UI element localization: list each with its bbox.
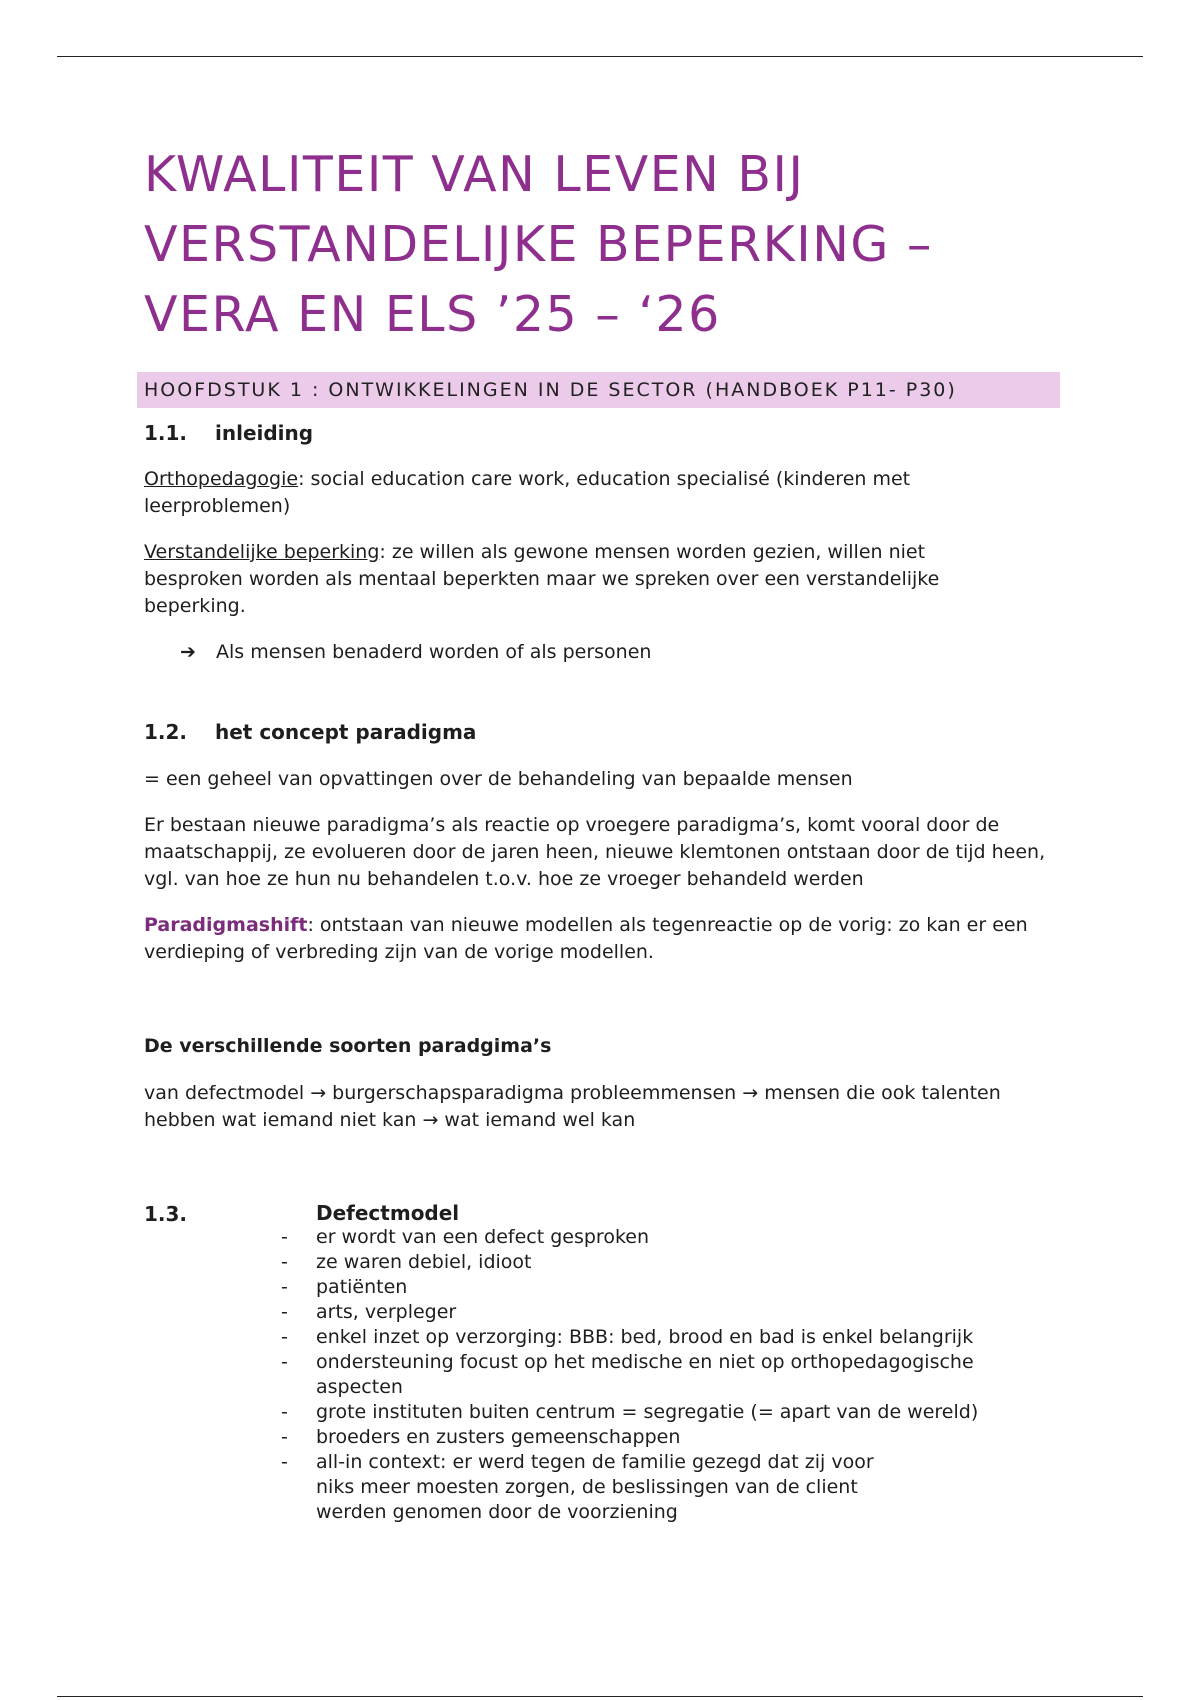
- document-title: [144, 140, 1064, 350]
- section-title: het concept paradigma: [215, 720, 477, 744]
- list-item: - enkel inzet op verzorging: BBB: bed, brood en bad is enkel belangrijk: [281, 1326, 974, 1348]
- section-heading-1-2: [144, 719, 1064, 745]
- paradigma-types-text: van defectmodel → burgerschapsparadigma probleemmensen → mensen die ook talenten hebben wat iemand niet kan → wat iemand wel kan: [144, 1082, 1001, 1131]
- section-number: 1.3.: [144, 1202, 188, 1226]
- title-line-1: KWALITEIT VAN LEVEN BIJ: [144, 146, 805, 203]
- chapter-heading: HOOFDSTUK 1 : ONTWIKKELINGEN IN DE SECTOR (HANDBOEK P11- P30): [137, 372, 1060, 408]
- list-item: - grote instituten buiten centrum = segregatie (= apart van de wereld): [281, 1401, 979, 1423]
- title-line-3: VERA EN ELS ’25 – ‘26: [144, 286, 721, 343]
- list-item: - er wordt van een defect gesproken: [281, 1226, 650, 1248]
- section-heading-1-1: [144, 420, 1064, 446]
- arrow-right-icon: ➔: [180, 641, 196, 663]
- list-item: - broeders en zusters gemeenschappen: [281, 1426, 681, 1448]
- section-number: 1.1.: [144, 421, 188, 445]
- verstandelijke-beperking-text: : ze willen als gewone mensen worden gezien, willen niet besproken worden als mentaal beperkten maar we spreken over een verstandelijke beperking.: [144, 541, 940, 617]
- list-item: - all-in context: er werd tegen de familie gezegd dat zij voor niks meer moesten zorgen, de beslissingen van de client werden genomen door de voorziening: [281, 1451, 874, 1523]
- list-item: - ze waren debiel, idioot: [281, 1251, 532, 1273]
- document-body: [144, 140, 1064, 1525]
- title-line-2: VERSTANDELIJKE BEPERKING –: [144, 216, 933, 273]
- term-paradigmashift: Paradigmashift: [144, 914, 308, 936]
- list-item: - arts, verpleger: [281, 1301, 457, 1323]
- term-orthopedagogie: Orthopedagogie: [144, 468, 299, 490]
- orthopedagogie-text: : social education care work, education specialisé (kinderen met leerproblemen): [144, 468, 911, 517]
- paradigma-definition: = een geheel van opvattingen over de behandeling van bepaalde mensen: [144, 768, 853, 790]
- section-title: Defectmodel: [316, 1201, 460, 1225]
- header-rule: [57, 56, 1143, 57]
- paradigma-paragraph: Er bestaan nieuwe paradigma’s als reactie op vroegere paradigma’s, komt vooral door de maatschappij, ze evolueren door de jaren heen, nieuwe klemtonen ontstaan door de tijd heen, vgl. van hoe ze hun nu behandelen t.o.v. hoe ze vroeger behandeld werden: [144, 814, 1046, 890]
- section-defectmodel: [144, 1201, 1064, 1525]
- arrow-bullet: [180, 639, 1064, 666]
- defectmodel-list: [144, 1225, 1064, 1525]
- paradigmashift-text: : ontstaan van nieuwe modellen als tegenreactie op de vorig: zo kan er een verdieping of verbreding zijn van de vorige modellen.: [144, 914, 1028, 963]
- paradigma-types-heading: De verschillende soorten paradgima’s: [144, 1035, 552, 1057]
- list-item: - ondersteuning focust op het medische en niet op orthopedagogische aspecten: [281, 1351, 974, 1398]
- section-title: inleiding: [215, 421, 314, 445]
- verstandelijke-beperking-paragraph: [144, 539, 994, 620]
- section-number: 1.2.: [144, 720, 188, 744]
- orthopedagogie-paragraph: [144, 466, 964, 520]
- term-verstandelijke-beperking: Verstandelijke beperking: [144, 541, 380, 563]
- footer-rule: [57, 1696, 1143, 1697]
- list-item: - patiënten: [281, 1276, 408, 1298]
- arrow-bullet-text: Als mensen benaderd worden of als personen: [216, 641, 652, 663]
- paradigmashift-paragraph: [144, 912, 1049, 966]
